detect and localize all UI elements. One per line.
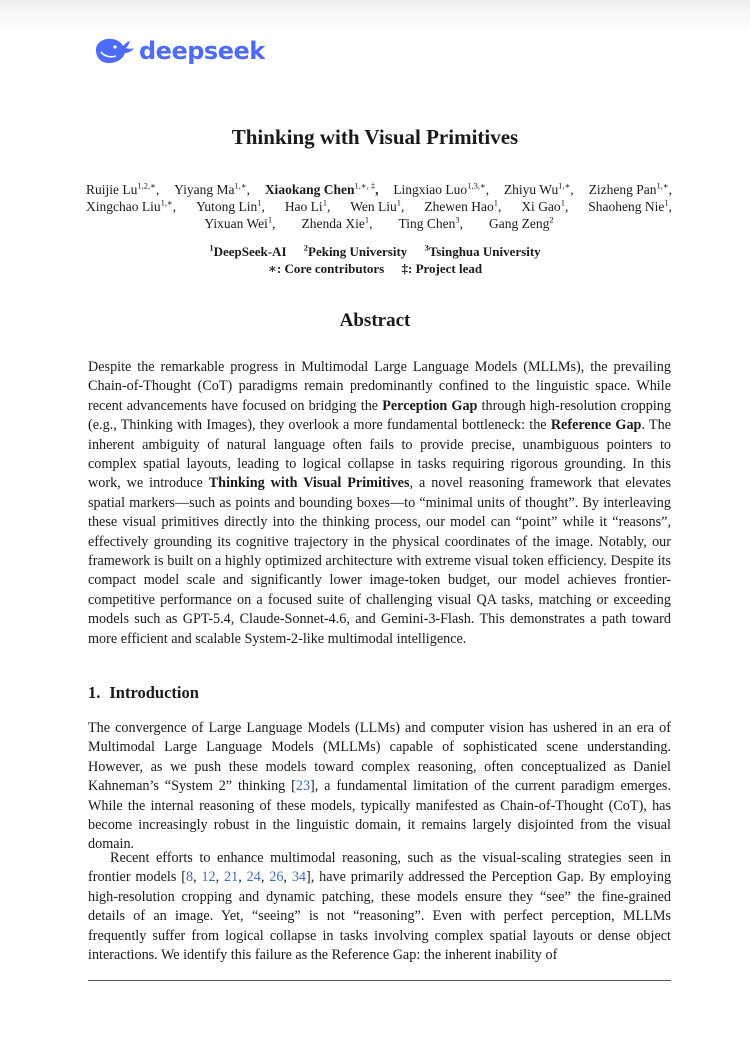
author: Zhiyu $Wu^{1,∗}$, — [503, 180, 574, 197]
author: Zhenda Xie$^1$, — [301, 214, 373, 231]
citation-link[interactable]: 8 — [185, 869, 194, 886]
term-perception-gap: Perception Gap — [382, 397, 478, 414]
author-list — [86, 181, 672, 232]
author: Yutong Lin$^1$, — [196, 197, 265, 214]
citation-link[interactable]: 21 — [224, 869, 239, 886]
author: Hao Li$^1$, — [284, 197, 331, 214]
affiliation: $^3$Tsinghua University — [424, 242, 541, 259]
citation-link[interactable]: 12 — [201, 869, 216, 886]
abstract-heading: Abstract — [339, 310, 411, 331]
author: Xingchao Liu$^{1,∗}$, — [86, 197, 177, 214]
citation-link[interactable]: 26 — [269, 869, 284, 886]
contribution-note — [0, 260, 750, 277]
citation-link[interactable]: 23 — [295, 778, 311, 795]
core-contributors-note: ∗: Core contributors — [267, 261, 385, 276]
author: Shaoheng Nie$^1$, — [588, 197, 672, 214]
footer-rule — [88, 980, 671, 981]
author: Ruijie $Lu^{1,2,∗}$, — [86, 180, 160, 197]
author-line-1 — [86, 181, 672, 198]
author: Zizheng Pan$^{1,∗}$, — [588, 180, 672, 197]
project-lead-note: ‡: Project lead — [401, 261, 483, 276]
author: Zhewen Hao$^1$, — [424, 197, 502, 214]
author-line-2 — [86, 198, 672, 215]
logo-wordmark: deepseek — [139, 37, 265, 65]
deepseek-logo — [92, 33, 265, 69]
intro-paragraph-2: Recent efforts to enhance multimodal reasoning, such as the visual-scaling strategies seen in frontier models [8, 12, 21, 24, 26, 34], have primarily addressed the Perception Gap. By employing high-resolution cropping and dynamic patching, these models ensure they “see” the fine-grained details of an image. Yet, “seeing” is not “reasoning”. Even with perfect perception, MLLMs frequently suffer from logical collapse in tasks involving complex spatial layouts or dense object interactions. We identify this failure as the Reference Gap: the inherent inability of — [88, 850, 672, 964]
whale-icon — [92, 36, 136, 66]
author: Yiyang $Ma^{1,∗}$, — [174, 180, 250, 197]
author: Ting Chen$^3$, — [398, 214, 464, 231]
author: Yixuan Wei$^1$, — [204, 214, 276, 231]
author: Lingxiao Luo$^{1,3,∗}$, — [393, 180, 490, 197]
affiliations — [0, 243, 750, 277]
affiliation: $^2$Peking University — [303, 242, 408, 259]
author-lead: Xiaokang Chen$^{1,∗, \ddagger}$, — [264, 180, 379, 197]
author: Xi Gao$^1$, — [521, 197, 569, 214]
citation-link[interactable]: 24 — [246, 869, 261, 886]
term-method-name: Thinking with Visual Primitives — [208, 475, 410, 492]
author: Wen Liu$^1$, — [350, 197, 405, 214]
paper-title: Thinking with Visual Primitives — [231, 125, 519, 149]
intro-paragraph-1: The convergence of Large Language Models (LLMs) and computer vision has ushered in an era of Multimodal Large Language Models (MLLMs) capable of sophisticated scene understanding. However, as we push these models toward complex reasoning, often conceptualized as Daniel Kahneman’s “System 2” thinking [23], a fundamental limitation of the current paradigm emerges. While the internal reasoning of these models, typically manifested as Chain-of-Thought (CoT), has become increasingly robust in the linguistic domain, it remains largely disjointed from the visual domain. — [88, 720, 672, 853]
author-line-3 — [86, 215, 672, 232]
abstract-text: Despite the remarkable progress in Multimodal Large Language Models (MLLMs), the prevailing Chain-of-Thought (CoT) paradigms remain predominantly confined to the linguistic space. While recent advancements have focused on bridging the Perception Gap through high-resolution cropping (e.g., Thinking with Images), they overlook a more fundamental bottleneck: the Reference Gap. The inherent ambiguity of natural language often fails to provide precise, unambiguous pointers to complex spatial layouts, leading to logical collapse in tasks requiring rigorous grounding. In this work, we introduce Thinking with Visual Primitives, a novel reasoning framework that elevates spatial markers—such as points and bounding boxes—to “minimal units of thought”. By interleaving these visual primitives directly into the thinking process, our model can “point” while it “reasons”, effectively grounding its cognitive trajectory in the physical coordinates of the image. Notably, our framework is built on a highly optimized architecture with extreme visual token efficiency. Despite its compact model scale and significantly lower image-token budget, our model achieves frontier-competitive performance on a focused suite of challenging visual QA tasks, matching or exceeding models such as GPT-5.4, Claude-Sonnet-4.6, and Gemini-3-Flash. This demonstrates a path toward more efficient and scalable System-2-like multimodal intelligence. — [88, 359, 672, 647]
author: Gang Zeng$^2$ — [489, 214, 554, 231]
section-heading-introduction: 1. Introduction — [88, 683, 199, 702]
citation-link[interactable]: 34 — [291, 869, 307, 886]
affiliation: $^1$DeepSeek-AI — [209, 242, 287, 259]
affiliation-line — [0, 243, 750, 260]
term-reference-gap: Reference Gap — [550, 417, 642, 434]
